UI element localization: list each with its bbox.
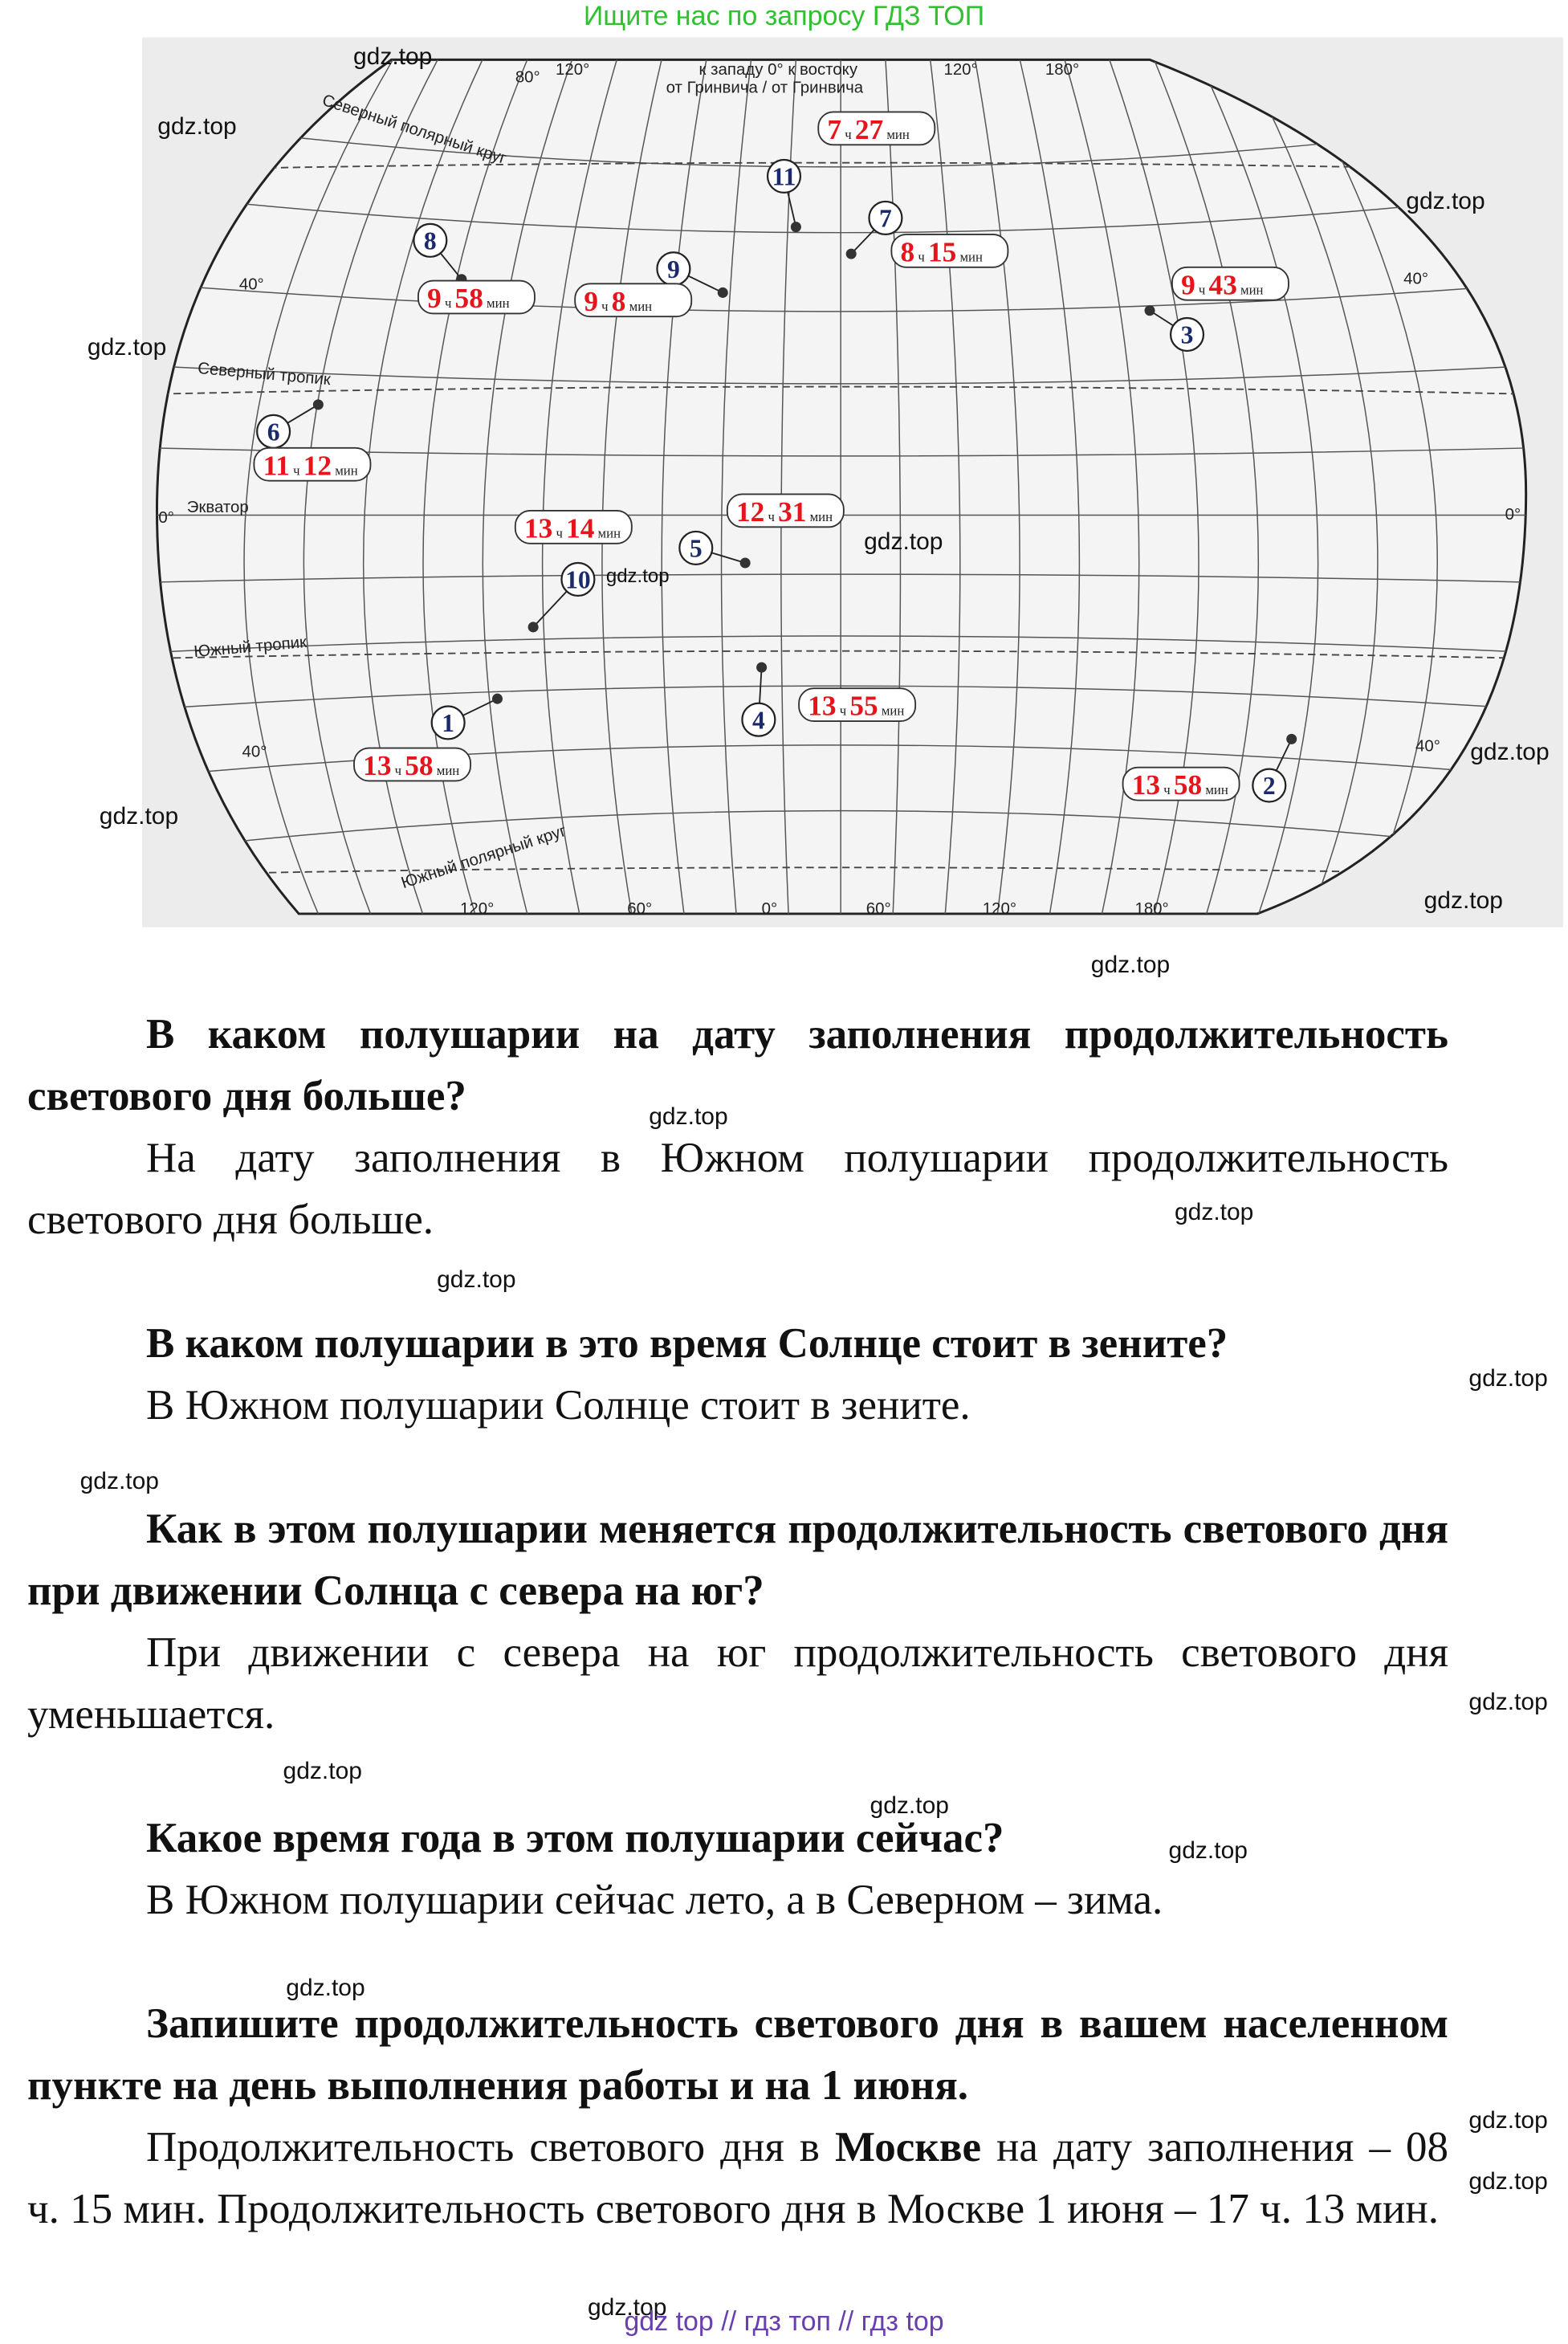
point-number: 9 xyxy=(667,255,680,283)
point-number: 1 xyxy=(442,709,455,738)
watermark: gdz.top xyxy=(1423,887,1504,914)
parallel-label: Северный тропик xyxy=(197,358,332,389)
location-dot xyxy=(313,399,324,410)
question-1: В каком полушарии на дату заполнения продолжительность светового дня больше? xyxy=(27,1011,1448,1119)
question-4: Какое время года в этом полушарии сейчас? xyxy=(146,1815,1004,1861)
parallel-label: Южный тропик xyxy=(193,632,307,662)
answers-section xyxy=(27,1004,1448,2240)
location-dot xyxy=(528,622,539,632)
watermark: gdz.top xyxy=(864,528,943,556)
daylight-duration: 13 ч 55 мин xyxy=(808,690,905,722)
daylight-duration: 13 ч 58 мин xyxy=(1131,769,1228,801)
map-header: к западу 0° к востоку xyxy=(698,59,858,79)
point-number: 8 xyxy=(423,226,437,255)
longitude-tick: 120° xyxy=(460,899,495,918)
daylight-duration: 8 ч 15 мин xyxy=(900,236,983,268)
map-outline xyxy=(157,59,1525,914)
longitude-tick: 80° xyxy=(515,67,540,87)
daylight-duration: 12 ч 31 мин xyxy=(736,495,833,528)
location-dot xyxy=(718,287,728,298)
watermark: gdz.top xyxy=(157,113,237,141)
answer-1: На дату заполнения в Южном полушарии продолжительность светового дня больше. xyxy=(27,1135,1448,1243)
location-dot xyxy=(846,249,857,259)
longitude-tick: 60° xyxy=(865,899,891,918)
watermark: gdz.top xyxy=(1468,2107,1548,2134)
point-number: 6 xyxy=(267,418,280,446)
longitude-tick: 60° xyxy=(627,899,653,918)
question-3: Как в этом полушарии меняется продолжительность светового дня при движении Солнца с севера на юг? xyxy=(27,1506,1448,1614)
parallel-label: Северный полярный круг xyxy=(320,91,509,168)
watermark: gdz.top xyxy=(1470,739,1550,766)
parallel-label: Экватор xyxy=(186,497,249,516)
daylight-duration: 11 ч 12 мин xyxy=(263,450,358,482)
longitude-tick: 120° xyxy=(556,59,590,79)
watermark: gdz.top xyxy=(1406,188,1485,215)
point-number: 4 xyxy=(751,706,765,735)
parallel-label: Южный полярный круг xyxy=(398,821,568,893)
answer-3: При движении с севера на юг продолжительность светового дня уменьшается. xyxy=(27,1629,1448,1738)
longitude-tick: 180° xyxy=(1134,899,1169,918)
watermark: gdz.top xyxy=(286,1974,365,2001)
daylight-duration: 13 ч 58 мин xyxy=(363,750,460,782)
daylight-duration: 9 ч 58 мин xyxy=(427,283,510,315)
watermark: gdz.top xyxy=(1468,1689,1548,1716)
answer-4: В Южном полушарии сейчас лето, а в Северном – зима. xyxy=(146,1877,1163,1923)
watermark: gdz.top xyxy=(283,1757,362,1784)
point-number: 5 xyxy=(689,534,703,563)
point-number: 7 xyxy=(879,204,892,233)
location-dot xyxy=(1286,734,1297,744)
daylight-duration: 7 ч 27 мин xyxy=(827,113,910,145)
latitude-tick: 0° xyxy=(158,508,174,527)
answer-5: Продолжительность светового дня в Москве на дату заполнения – 08 ч. 15 мин. Продолжительность светового дня в Москве 1 июня – 17 ч. 13 мин. xyxy=(27,2124,1448,2232)
watermark: gdz.top xyxy=(1090,951,1171,978)
watermark: gdz.top xyxy=(352,43,433,70)
longitude-tick: 180° xyxy=(1045,59,1080,79)
location-dot xyxy=(756,662,767,673)
map-header-sub: от Гринвича / от Гринвича xyxy=(666,78,864,97)
daylight-duration: 9 ч 8 мин xyxy=(584,285,653,317)
watermark: gdz.top xyxy=(99,803,179,830)
daylight-duration: 13 ч 14 мин xyxy=(523,512,621,544)
watermark: gdz.top xyxy=(587,2293,667,2321)
longitude-tick: 120° xyxy=(943,59,978,79)
location-dot xyxy=(791,222,801,232)
point-number: 2 xyxy=(1262,772,1276,801)
watermark: gdz.top xyxy=(1174,1199,1254,1226)
point-number: 10 xyxy=(565,565,591,594)
watermark: gdz.top xyxy=(1468,1364,1548,1392)
watermark: gdz.top xyxy=(649,1103,728,1131)
watermark: gdz.top xyxy=(870,1792,949,1819)
daylight-duration: 9 ч 43 мин xyxy=(1181,269,1264,301)
answer-2: В Южном полушарии Солнце стоит в зените. xyxy=(146,1382,971,1429)
latitude-tick: 0° xyxy=(1505,505,1521,524)
world-map xyxy=(0,0,1568,956)
watermark: gdz.top xyxy=(605,565,670,587)
longitude-tick: 120° xyxy=(982,899,1017,918)
point-number: 11 xyxy=(772,162,796,191)
question-5: Запишите продолжительность светового дня в вашем населенном пункте на день выполнения работы и на 1 июня. xyxy=(27,2000,1448,2109)
footer-banner: gdz top // гдз топ // гдз top xyxy=(624,2306,944,2337)
latitude-tick: 40° xyxy=(1415,736,1440,756)
latitude-tick: 40° xyxy=(242,742,267,761)
watermark: gdz.top xyxy=(1468,2168,1548,2195)
question-2: В каком полушарии в это время Солнце стоит в зените? xyxy=(146,1320,1228,1367)
watermark: gdz.top xyxy=(1168,1836,1248,1864)
location-dot xyxy=(1145,305,1155,316)
watermark: gdz.top xyxy=(437,1266,516,1294)
latitude-tick: 40° xyxy=(1403,269,1429,288)
longitude-tick: 0° xyxy=(761,899,778,918)
latitude-tick: 40° xyxy=(238,275,264,294)
location-dot xyxy=(492,694,503,704)
location-dot xyxy=(740,557,751,568)
watermark: gdz.top xyxy=(79,1468,160,1495)
search-banner: Ищите нас по запросу ГДЗ ТОП xyxy=(583,1,985,31)
watermark: gdz.top xyxy=(87,334,167,361)
point-number: 3 xyxy=(1180,320,1194,349)
